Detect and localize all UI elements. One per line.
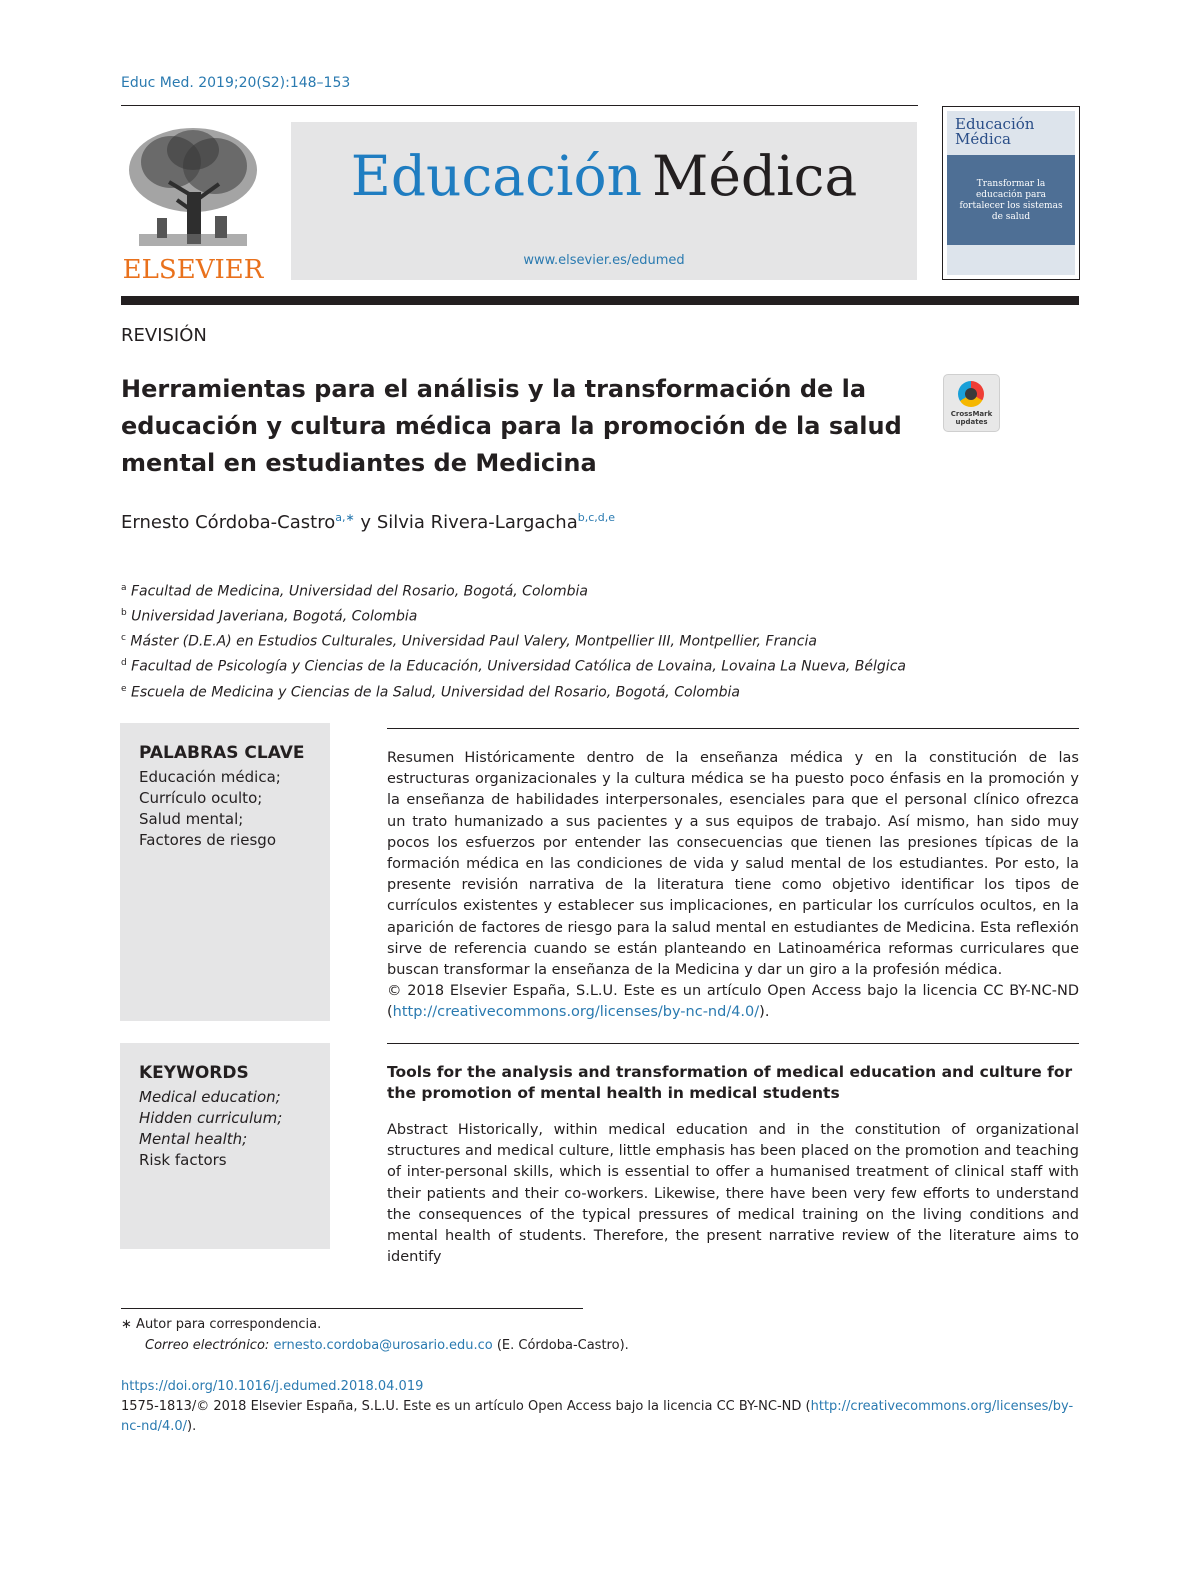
crossmark-icon — [958, 381, 984, 407]
journal-url-link[interactable]: www.elsevier.es/edumed — [523, 253, 685, 268]
email-link[interactable]: ernesto.cordoba@urosario.edu.co — [273, 1338, 493, 1353]
email-suffix: (E. Córdoba-Castro). — [496, 1338, 629, 1353]
correspondence-footnote — [121, 1314, 629, 1356]
affiliation-item — [121, 578, 906, 603]
article-title: Herramientas para el análisis y la transformación de la educación y cultura médica para la promoción de la salud mental en estudiantes de Medicina — [121, 375, 902, 477]
keyword-item: Hidden curriculum; — [139, 1109, 283, 1127]
author-affiliation-marks[interactable]: a,∗ — [335, 511, 355, 524]
abstract-copyright: © 2018 Elsevier España, S.L.U. Este es un artículo Open Access bajo la licencia CC BY-NC-ND — [387, 983, 1079, 1000]
affiliation-item — [121, 653, 906, 678]
journal-title — [291, 144, 917, 208]
affiliation-text: Universidad Javeriana, Bogotá, Colombia — [131, 608, 418, 625]
issn-text: 1575-1813/© 2018 Elsevier España, S.L.U. Este es un artículo Open Access bajo la licencia CC BY-NC-ND ( — [121, 1399, 811, 1414]
affiliation-text: Facultad de Medicina, Universidad del Rosario, Bogotá, Colombia — [130, 583, 588, 600]
cover-title — [955, 117, 1034, 147]
journal-title-part2: Médica — [652, 144, 858, 208]
crossmark-badge[interactable] — [943, 374, 1000, 432]
cover-title-line1: Educación — [955, 115, 1035, 133]
publisher-name: ELSEVIER — [122, 255, 264, 282]
abstract-text: Historically, within medical education and in the constitution of organizational structures and medical culture, little emphasis has been placed on the promotion and teaching of inter-personal skills, which is essential to offer a humanised treatment of clinical staff with their patients and their co-workers. Likewise, there have been very few efforts to understand the consequences of the typical pressures of medical training on the living conditions and mental health of students. Therefore, the present narrative review of the literature aims to identify — [387, 1122, 1079, 1266]
author-list — [121, 511, 615, 533]
keyword-item: Factores de riesgo — [139, 831, 276, 849]
affiliation-item — [121, 679, 906, 704]
keyword-item: Risk factors — [139, 1151, 227, 1169]
journal-cover-image — [942, 106, 1080, 280]
affiliation-label: d — [121, 658, 127, 669]
affiliation-item — [121, 603, 906, 628]
affiliation-label: c — [121, 633, 126, 644]
article-doi-block — [121, 1377, 1079, 1437]
abstract-en-rule — [387, 1043, 1079, 1044]
header-rule — [121, 105, 918, 106]
keywords-box-es — [120, 723, 330, 1021]
keyword-item: Medical education; — [139, 1088, 281, 1106]
author-affiliation-marks[interactable]: b,c,d,e — [577, 511, 616, 524]
journal-citation[interactable]: Educ Med. 2019;20(S2):148–153 — [121, 75, 351, 91]
journal-banner — [291, 122, 917, 280]
keyword-item: Educación médica; — [139, 768, 281, 786]
abstract-rule-top — [387, 728, 1079, 729]
license-link[interactable]: http://creativecommons.org/licenses/by-nc-nd/4.0/ — [392, 1004, 760, 1021]
elsevier-logo — [119, 122, 267, 282]
affiliation-label: a — [121, 583, 127, 593]
journal-title-part1: Educación — [350, 144, 643, 208]
footnote-rule — [121, 1308, 583, 1309]
keywords-heading: PALABRAS CLAVE — [139, 743, 305, 763]
abstract-text: Históricamente dentro de la enseñanza médica y en la constitución de las estructuras organizacionales y la cultura médica se ha puesto poco énfasis en la promoción y la enseñanza de habilidades interpersonales, esenciales para que el personal clínico ofrezca un trato humanizado a sus pacientes y a sus equipos de trabajo. Así mismo, han sido muy pocos los esfuerzos por entender las consecuencias que tienen las presiones típicas de la formación médica en las condiciones de vida y salud mental de los estudiantes. Por esto, la presente revisión narrativa de la literatura tiene como objetivo identificar los tipos de currículos existentes y establecer sus implicaciones, en particular los currículos ocultos, en la aparición de factores de riesgo para la salud mental en estudiantes de Medicina. Esta reflexión sirve de referencia cuando se están planteando en Latinoamérica reformas curriculares que buscan transformar la enseñanza de la Medicina y dar un giro a la profesión médica. — [387, 750, 1079, 979]
cover-text: Transformar la educación para fortalecer los sistemas de salud — [959, 179, 1063, 222]
cover-title-line2: Médica — [955, 130, 1011, 148]
correspondence-label: Autor para correspondencia. — [136, 1317, 322, 1332]
author-name: Silvia Rivera-Largacha — [376, 512, 578, 533]
affiliation-item — [121, 628, 906, 653]
author-conjunction: y — [360, 512, 372, 533]
license-link[interactable]: http://creativecommons.org/licenses/by-nc-nd/4.0/ — [121, 1399, 1074, 1434]
doi-link[interactable]: https://doi.org/10.1016/j.edumed.2018.04.019 — [121, 1379, 424, 1394]
license-paren: ). — [187, 1419, 197, 1434]
license-paren: ( — [387, 1004, 393, 1021]
affiliation-label: e — [121, 683, 127, 694]
keyword-item: Salud mental; — [139, 810, 244, 828]
affiliation-text: Máster (D.E.A) en Estudios Culturales, Universidad Paul Valery, Montpellier III, Montpellier, Francia — [130, 633, 817, 650]
section-label: REVISIÓN — [121, 325, 207, 346]
english-title: Tools for the analysis and transformation of medical education and culture for the promotion of mental health in medical students — [387, 1063, 1073, 1102]
keyword-item: Currículo oculto; — [139, 789, 263, 807]
abstract-label: Resumen — [387, 750, 455, 766]
abstract-en — [387, 1120, 1079, 1268]
footnote-marker: ∗ — [121, 1317, 132, 1332]
keywords-box-en — [120, 1043, 330, 1249]
keywords-heading: KEYWORDS — [139, 1063, 249, 1083]
affiliation-text: Facultad de Psicología y Ciencias de la Educación, Universidad Católica de Lovaina, Lovaina La Nueva, Bélgica — [131, 659, 906, 676]
license-paren: ). — [759, 1004, 770, 1021]
keyword-item: Mental health; — [139, 1130, 248, 1148]
crossmark-label: CrossMark updates — [950, 410, 993, 426]
author-name: Ernesto Córdoba-Castro — [121, 512, 336, 533]
abstract-es — [387, 748, 1079, 1024]
affiliation-text: Escuela de Medicina y Ciencias de la Salud, Universidad del Rosario, Bogotá, Colombia — [131, 684, 740, 701]
affiliation-list — [121, 578, 906, 704]
abstract-label: Abstract — [387, 1122, 448, 1138]
email-label: Correo electrónico: — [145, 1338, 270, 1353]
header-thick-rule — [121, 296, 1079, 305]
affiliation-label: b — [121, 608, 127, 619]
